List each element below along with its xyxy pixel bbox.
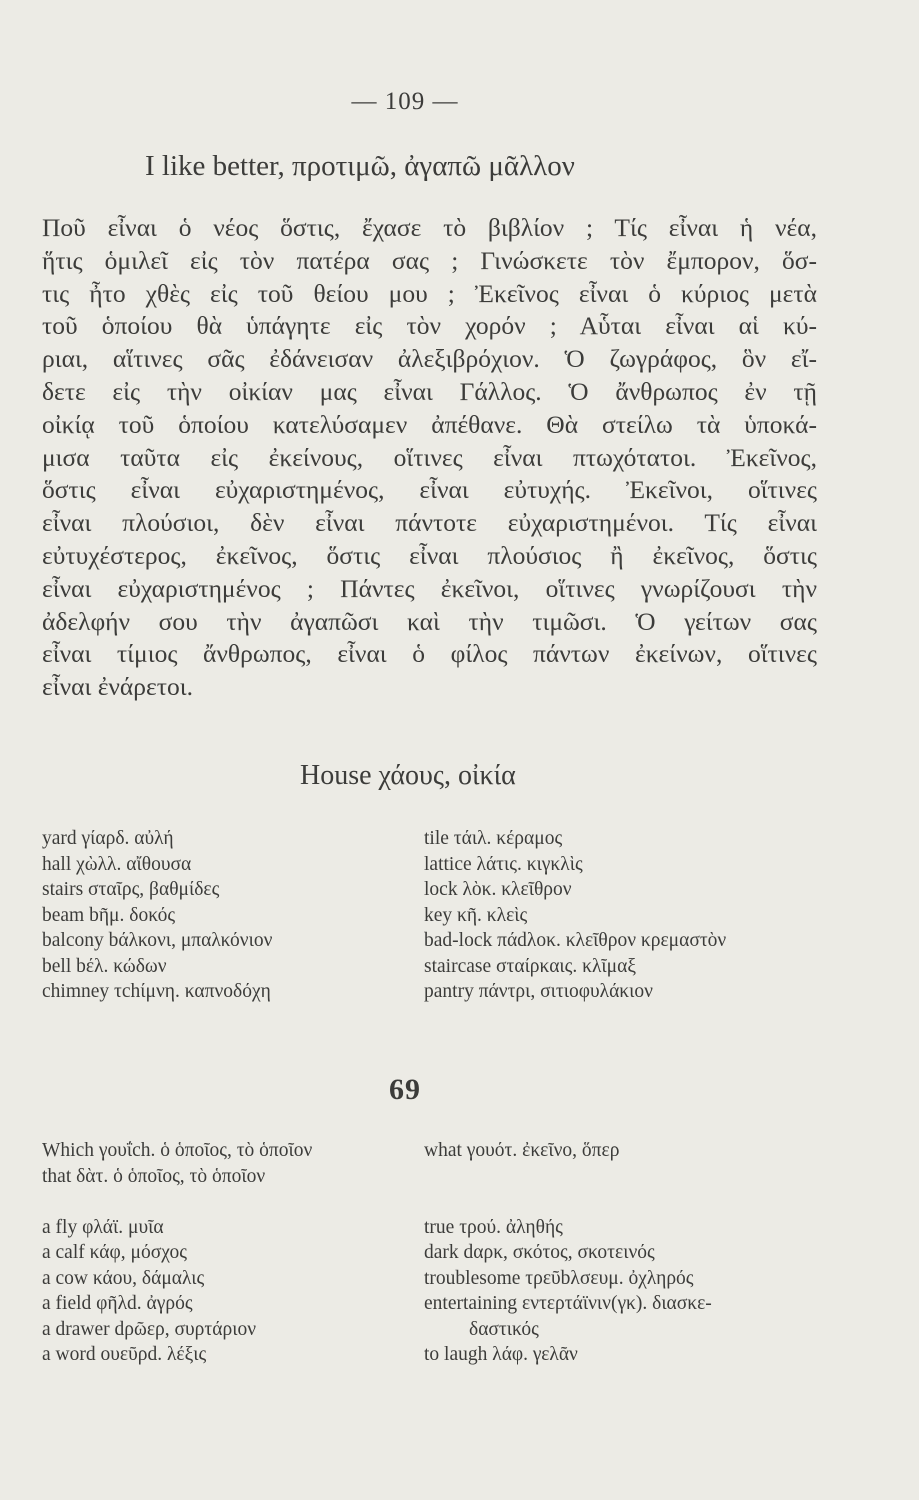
- vocab-entry: a cow κάου, δάμαλις: [42, 1267, 205, 1289]
- vocab-entry: [424, 1164, 712, 1190]
- vocab-entry: a fly φλάϊ. μυῖα: [42, 1216, 164, 1238]
- vocab-entry: to laugh λάφ. γελᾶν: [424, 1344, 578, 1365]
- paragraph-line: εἶναι ἐνάρετοι.: [42, 672, 193, 702]
- vocab-entry: lattice λάτις. κιγκλὶς: [424, 853, 583, 875]
- vocab-entry: staircase σταίρκαις. κλῖμαξ: [424, 955, 637, 977]
- vocab-entry: Which γουΐch. ὁ ὁποῖος, τὸ ὁποῖον: [42, 1140, 313, 1161]
- paragraph-line: ριαι, αἵτινες σᾶς ἐδάνεισαν ἀλεξιβρόχιον. Ὁ ζωγράφος, ὃν εἴ-: [42, 344, 817, 374]
- vocab-entry: yard γίαρδ. αὐλή: [42, 828, 174, 849]
- house-section-title: House χάους, οἰκία: [300, 760, 516, 791]
- paragraph-line: εἶναι εὐχαριστημένος ; Πάντες ἐκεῖνοι, οἵτινες γνωρίζουσι τὴν: [42, 573, 817, 603]
- vocab-entry: lock λὸκ. κλεῖθρον: [424, 879, 572, 900]
- page-number: — 109 —: [351, 88, 459, 115]
- vocab-entry: beam bῆμ. δοκός: [42, 904, 176, 926]
- lesson-vocab-right-column: [424, 1138, 712, 1368]
- vocab-entry: pantry πάντρι, σιτιοφυλάκιον: [424, 981, 653, 1002]
- lesson-number: 69: [389, 1073, 421, 1106]
- vocab-entry: [42, 1189, 312, 1215]
- vocab-entry: that δὰτ. ὁ ὁποῖος, τὸ ὁποῖον: [42, 1165, 266, 1187]
- vocab-entry: bad-lock πάdλοκ. κλεῖθρον κρεμαστὸν: [424, 930, 727, 951]
- vocab-entry: bell bέλ. κώδων: [42, 955, 167, 977]
- paragraph-line: ἀδελφήν σου τὴν ἀγαπῶσι καὶ τὴν τιμῶσι. Ὁ γείτων σας: [42, 606, 817, 636]
- vocab-entry: true τρού. ἀληθής: [424, 1216, 563, 1238]
- vocab-entry: what γουότ. ἐκεῖνο, ὅπερ: [424, 1140, 620, 1161]
- paragraph-line: ἥτις ὁμιλεῖ εἰς τὸν πατέρα σας ; Γινώσκετε τὸν ἔμπορον, ὅσ-: [42, 245, 817, 275]
- section-title: I like better, προτιμῶ, ἀγαπῶ μᾶλλον: [145, 150, 575, 182]
- greek-exercise-paragraph: [42, 212, 817, 704]
- house-vocab-left-column: [42, 826, 272, 1005]
- vocab-entry: tile τάιλ. κέραμος: [424, 828, 563, 849]
- vocab-entry: [424, 1189, 712, 1215]
- vocab-entry: chimney τchίμνη. καπνοδόχη: [42, 981, 271, 1002]
- paragraph-line: εἶναι πλούσιοι, δὲν εἶναι πάντοτε εὐχαριστημένοι. Τίς εἶναι: [42, 508, 817, 538]
- vocab-entry: troublesome τρεῦbλσευμ. ὀχληρός: [424, 1267, 694, 1289]
- vocab-entry: hall χὼλλ. αἴθουσα: [42, 853, 192, 875]
- vocab-entry: a word ουεῦρd. λέξις: [42, 1344, 207, 1365]
- paragraph-line: Ποῦ εἶναι ὁ νέος ὅστις, ἔχασε τὸ βιβλίον ; Τίς εἶναι ἡ νέα,: [42, 213, 817, 242]
- paragraph-line: τοῦ ὁποίου θὰ ὑπάγητε εἰς τὸν χορόν ; Αὗται εἶναι αἱ κύ-: [42, 311, 817, 341]
- paragraph-line: ὅστις εἶναι εὐχαριστημένος, εἶναι εὐτυχής. Ἐκεῖνοι, οἵτινες: [42, 475, 817, 505]
- vocab-entry: entertaining εντερτάϊνιν(γκ). διασκε-: [424, 1293, 712, 1314]
- paragraph-line: εὐτυχέστερος, ἐκεῖνος, ὅστις εἶναι πλούσιος ἢ ἐκεῖνος, ὅστις: [42, 540, 817, 570]
- paragraph-line: οἰκίᾳ τοῦ ὁποίου κατελύσαμεν ἀπέθανε. Θὰ στείλω τὰ ὑποκά-: [42, 409, 817, 439]
- vocab-entry: a drawer dρῶερ, συρτάριον: [42, 1318, 257, 1340]
- vocab-entry: stairs σταῖρς, βαθμίδες: [42, 879, 220, 900]
- vocab-entry: balcony bάλκονι, μπαλκόνιον: [42, 930, 273, 951]
- vocab-entry: δαστικός: [469, 1318, 539, 1340]
- vocab-entry: dark dαρκ, σκότος, σκοτεινός: [424, 1242, 655, 1263]
- paragraph-line: μισα ταῦτα εἰς ἐκείνους, οἵτινες εἶναι πτωχότατοι. Ἐκεῖνος,: [42, 442, 817, 472]
- paragraph-line: τις ἦτο χθὲς εἰς τοῦ θείου μου ; Ἐκεῖνος εἶναι ὁ κύριος μετὰ: [42, 278, 817, 308]
- paragraph-line: εἶναι τίμιος ἄνθρωπος, εἶναι ὁ φίλος πάντων ἐκείνων, οἵτινες: [42, 639, 817, 669]
- vocab-entry: a calf κάφ, μόσχος: [42, 1242, 187, 1263]
- house-vocab-right-column: [424, 826, 726, 1005]
- lesson-vocab-left-column: [42, 1138, 312, 1368]
- vocab-entry: a field φῆλd. ἀγρός: [42, 1293, 193, 1314]
- vocab-entry: key κῆ. κλεὶς: [424, 904, 528, 926]
- paragraph-line: δετε εἰς τὴν οἰκίαν μας εἶναι Γάλλος. Ὁ ἄνθρωπος ἐν τῇ: [42, 376, 817, 406]
